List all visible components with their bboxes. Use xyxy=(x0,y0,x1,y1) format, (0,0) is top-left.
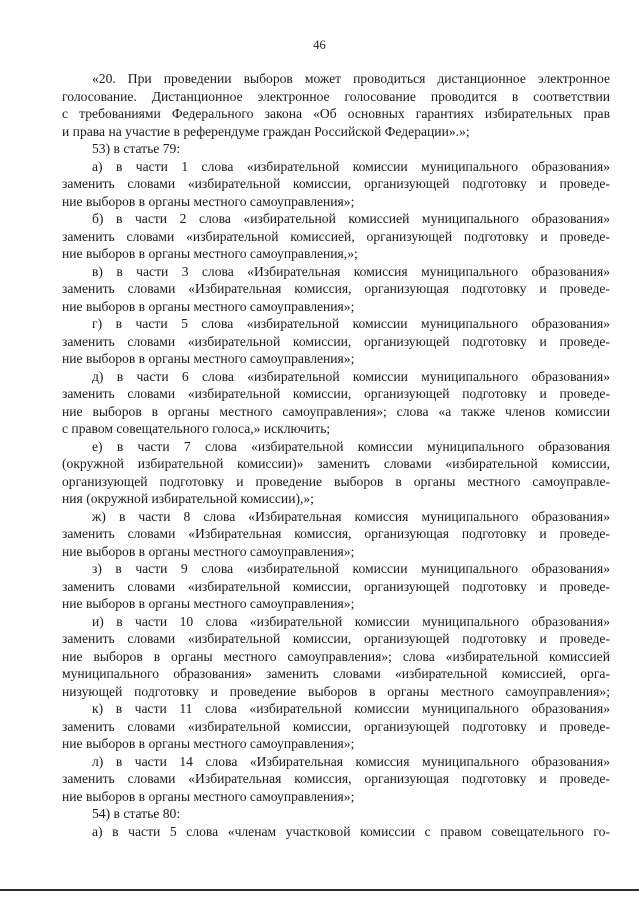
text-line: заменить словами «Избирательная комиссия, организующая подготовку и проведе- xyxy=(62,526,610,541)
text-line: а) в части 1 слова «избирательной комиссии муниципального образования» xyxy=(92,158,610,174)
text-line: низующей подготовку и проведение выборов в органы местного самоуправления»; xyxy=(62,683,610,699)
text-line: с правом совещательного голоса,» исключить; xyxy=(62,421,331,436)
text-line: заменить словами «избирательной комиссией, организующей подготовку и проведе- xyxy=(62,228,610,244)
text-line: заменить словами «избирательной комиссии, организующей подготовку и проведе- xyxy=(62,578,610,594)
text-line: голосование. Дистанционное электронное голосование проводится в соответствии xyxy=(62,88,610,104)
text-line: л) в части 14 слова «Избирательная комиссия муниципального образования» xyxy=(92,753,610,769)
text-line: заменить словами «избирательной комиссии, организующей подготовку и проведе- xyxy=(62,176,610,191)
text-line: е) в части 7 слова «избирательной комиссии муниципального образования xyxy=(92,438,610,454)
text-line: заменить словами «избирательной комиссии, организующей подготовку и проведе- xyxy=(62,333,610,349)
text-line: ние выборов в органы местного самоуправления»; слова «а также членов комиссии xyxy=(62,403,610,419)
text-line: ж) в части 8 слова «Избирательная комиссия муниципального образования» xyxy=(92,508,610,524)
text-line: ние выборов в органы местного самоуправления»; xyxy=(62,736,355,751)
text-line: ние выборов в органы местного самоуправления»; xyxy=(62,788,355,804)
text-line: заменить словами «избирательной комиссии, организующей подготовку и проведе- xyxy=(62,718,610,734)
text-line: «20. При проведении выборов может проводиться дистанционное электронное xyxy=(92,71,610,86)
text-line: (окружной избирательной комиссии)» заменить словами «избирательной комиссии, xyxy=(62,456,610,471)
text-line: к) в части 11 слова «избирательной комиссии муниципального образования» xyxy=(92,701,610,716)
text-line: ние выборов в органы местного самоуправления,»; xyxy=(62,246,358,261)
text-line: и права на участие в референдуме граждан Российской Федерации».»; xyxy=(62,123,470,139)
text-line: г) в части 5 слова «избирательной комиссии муниципального образования» xyxy=(92,316,610,331)
text-line: с требованиями Федерального закона «Об основных гарантиях избирательных прав xyxy=(62,106,610,121)
text-line: а) в части 5 слова «членам участковой комиссии с правом совещательного го- xyxy=(92,823,610,839)
text-line: и) в части 10 слова «избирательной комиссии муниципального образования» xyxy=(92,613,610,629)
text-line: заменить словами «избирательной комиссии, организующей подготовку и проведе- xyxy=(62,386,610,401)
text-line: ние выборов в органы местного самоуправления»; xyxy=(62,298,355,314)
text-line: ние выборов в органы местного самоуправления»; xyxy=(62,543,355,559)
text-line: заменить словами «Избирательная комиссия, организующая подготовку и проведе- xyxy=(62,281,610,296)
page-number: 46 xyxy=(313,38,326,52)
text-line: з) в части 9 слова «избирательной комиссии муниципального образования» xyxy=(92,561,610,576)
text-line: ние выборов в органы местного самоуправления»; xyxy=(62,193,355,209)
text-line: д) в части 6 слова «избирательной комиссии муниципального образования» xyxy=(92,368,610,384)
text-line: ния (окружной избирательной комиссии),»; xyxy=(62,491,314,506)
text-line: заменить словами «избирательной комиссии, организующей подготовку и проведе- xyxy=(62,631,610,646)
text-line: организующей подготовку и проведение выборов в органы местного самоуправле- xyxy=(62,473,610,489)
text-line: ние выборов в органы местного самоуправления»; xyxy=(62,596,355,611)
text-line: ние выборов в органы местного самоуправления»; слова «избирательной комиссией xyxy=(62,648,610,664)
document-body xyxy=(62,70,610,840)
text-line: в) в части 3 слова «Избирательная комиссия муниципального образования» xyxy=(92,263,610,279)
text-line: ние выборов в органы местного самоуправления»; xyxy=(62,351,355,366)
bottom-border-line xyxy=(0,889,639,891)
text-line: 53) в статье 79: xyxy=(92,141,181,156)
text-line: муниципального образования» заменить словами «избирательной комиссией, орга- xyxy=(62,666,610,681)
text-line: заменить словами «Избирательная комиссия, организующая подготовку и проведе- xyxy=(62,771,610,786)
text-line: б) в части 2 слова «избирательной комиссией муниципального образования» xyxy=(92,211,610,226)
text-line: 54) в статье 80: xyxy=(92,806,181,821)
